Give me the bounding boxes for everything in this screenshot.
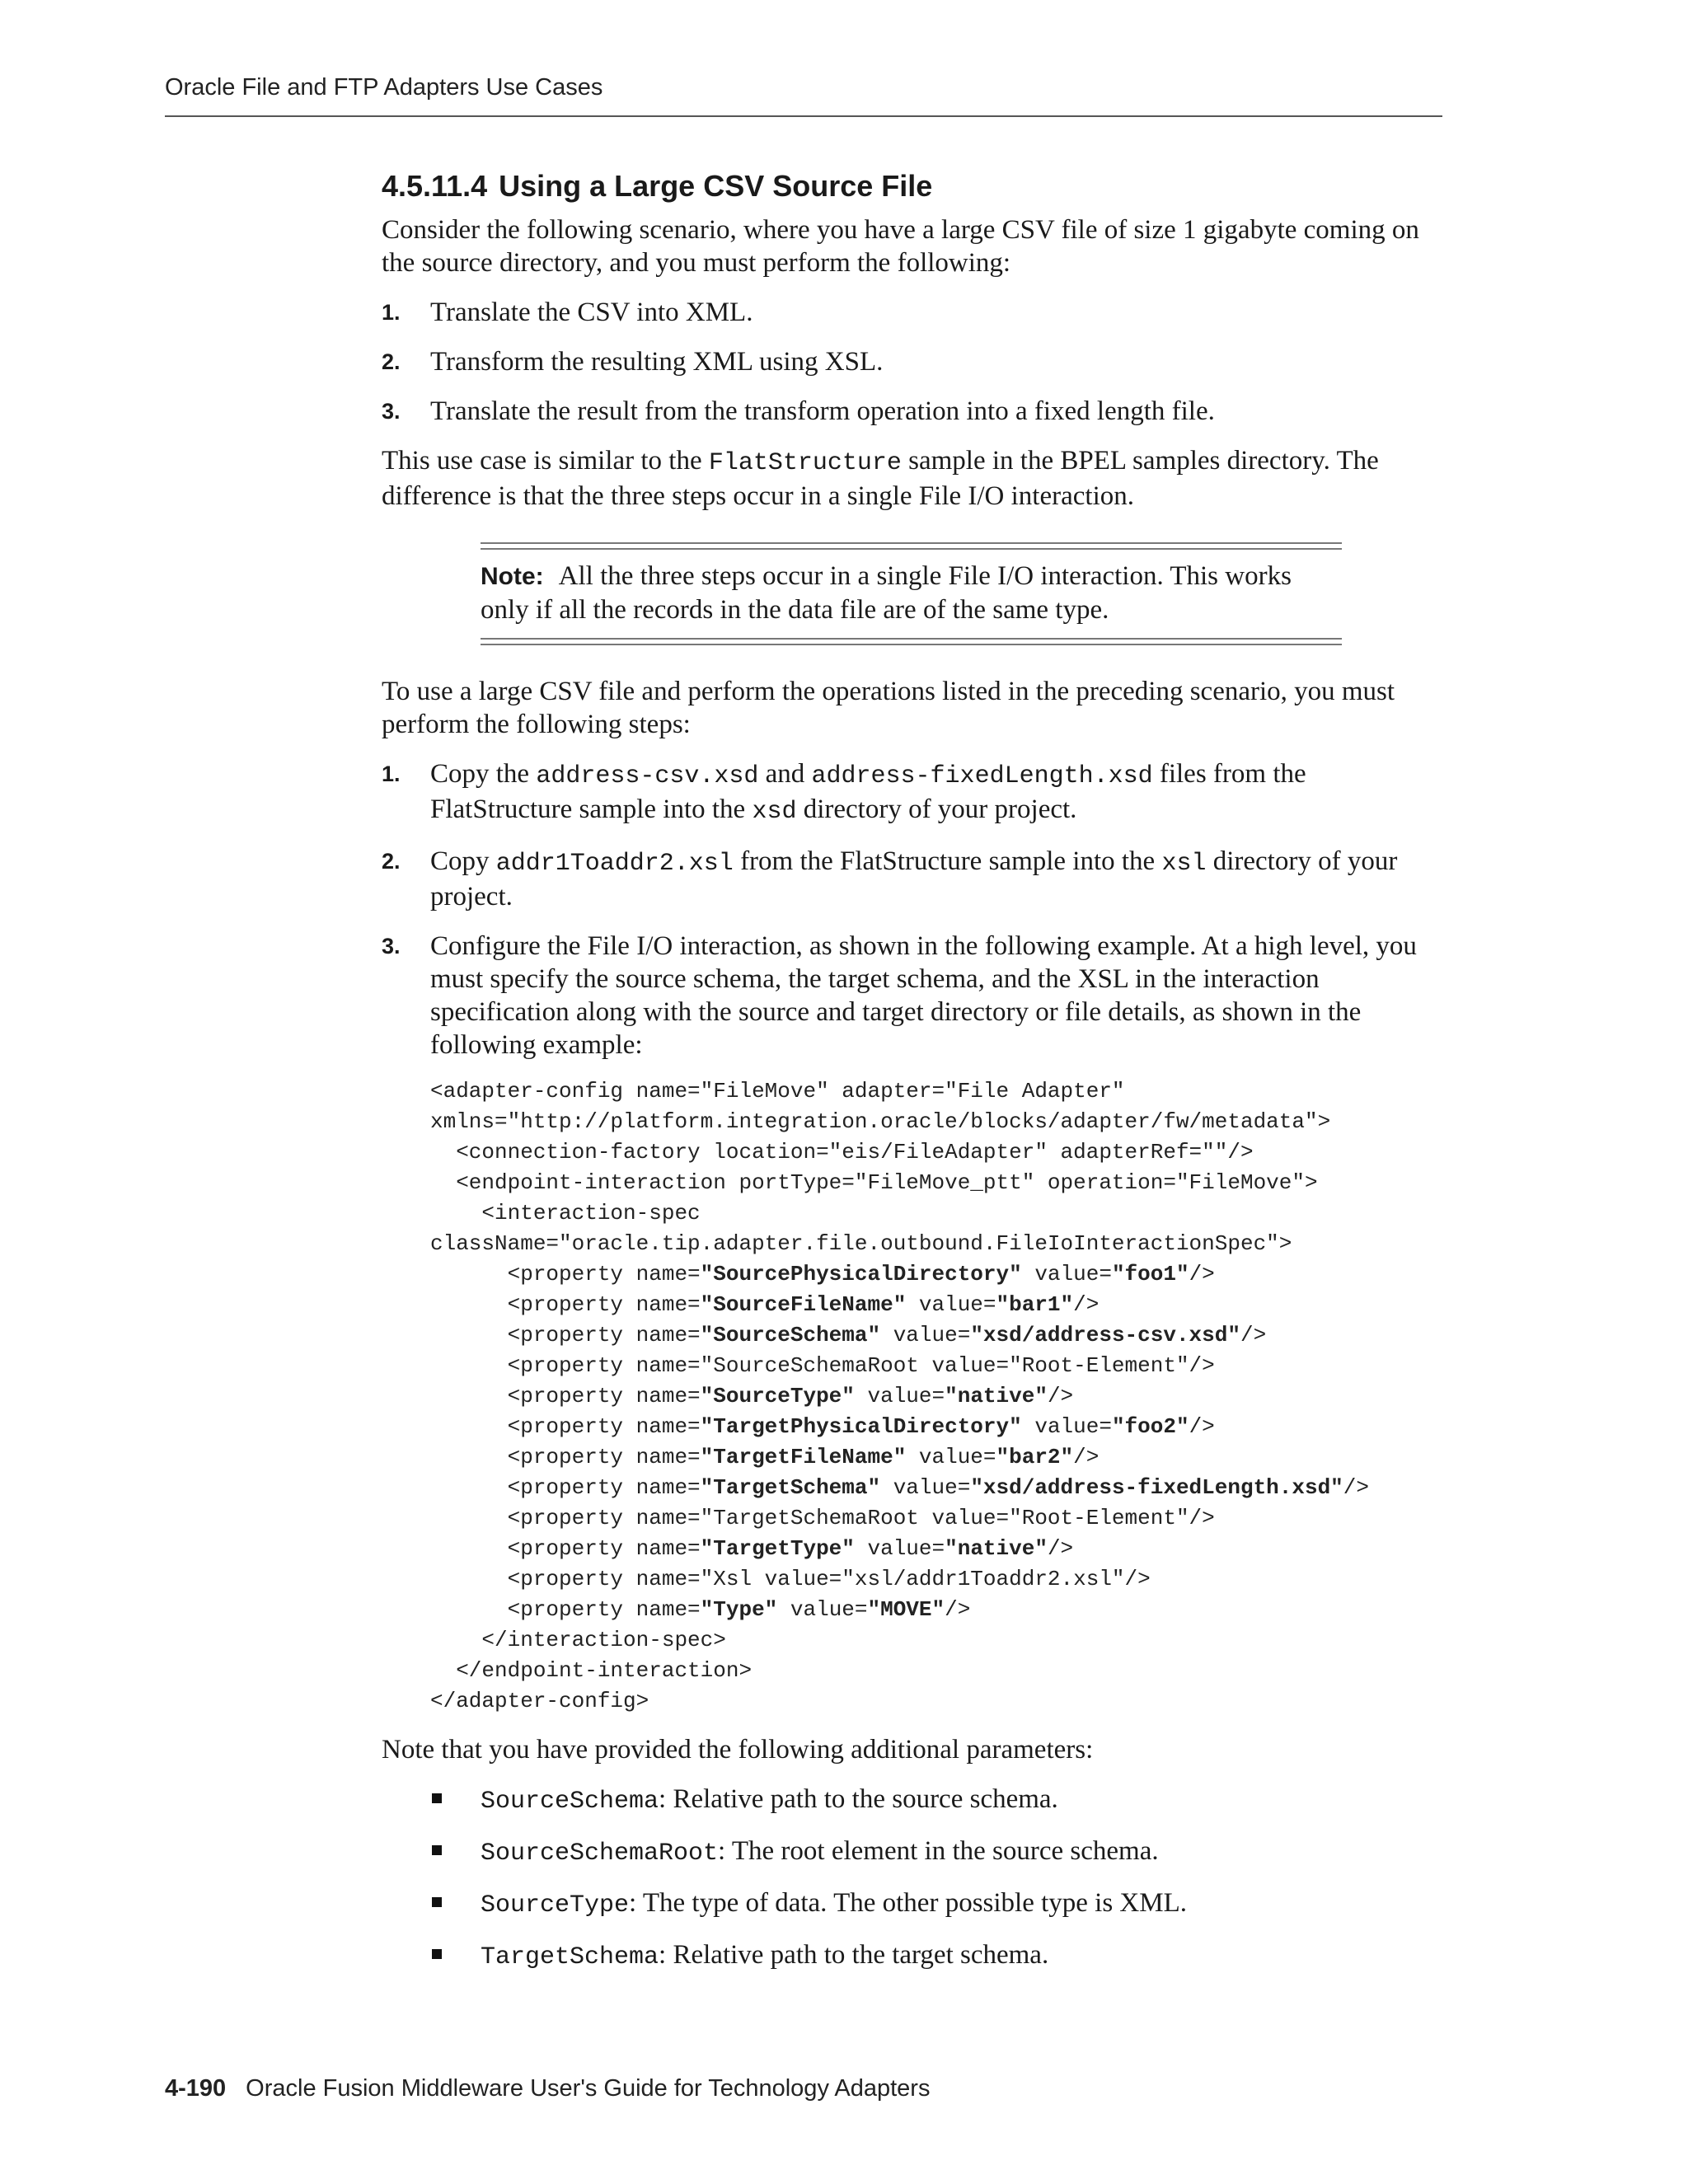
- header-rule: [165, 115, 1442, 117]
- params-intro: Note that you have provided the following additional parameters:: [382, 1735, 1094, 1765]
- params-list: [382, 1783, 1445, 1974]
- code-example: [430, 1076, 1445, 1717]
- inline-code: FlatStructure: [708, 449, 902, 477]
- property-value: "native": [945, 1384, 1048, 1408]
- code-token: value=: [906, 1292, 996, 1317]
- code-token: value=: [854, 1536, 945, 1561]
- code-token: value=: [880, 1323, 971, 1347]
- code-line: <property name="TargetSchemaRoot value="Root-Element"/>: [430, 1506, 1215, 1530]
- bullet-icon: [432, 1949, 442, 1959]
- code-token: value=: [777, 1597, 868, 1622]
- code-token: value=: [854, 1384, 945, 1408]
- code-line: [430, 1536, 1073, 1561]
- code-line: [430, 1475, 1369, 1500]
- code-token: />: [945, 1597, 971, 1622]
- section-title: Using a Large CSV Source File: [499, 169, 933, 203]
- bullet-icon: [432, 1845, 442, 1855]
- code-line: <adapter-config name="FileMove" adapter="File Adapter": [430, 1079, 1125, 1104]
- list-item-text: Configure the File I/O interaction, as shown in the following example. At a high level, you must specify the source schema, the target schema, and the XSL in the interaction specification along with the source and target directory or file details, as shown in the following example:: [430, 931, 1417, 1060]
- list-item: [382, 757, 1445, 828]
- property-value: "MOVE": [867, 1597, 945, 1622]
- list-marker: 2.: [382, 349, 401, 374]
- code-line: className="oracle.tip.adapter.file.outbound.FileIoInteractionSpec">: [430, 1231, 1292, 1256]
- property-value: "xsd/address-fixedLength.xsd": [970, 1475, 1343, 1500]
- section-number: 4.5.11.4: [382, 169, 488, 203]
- list-item: [382, 930, 1445, 1062]
- property-name: "SourcePhysicalDirectory": [700, 1262, 1022, 1286]
- text-run: : The root element in the source schema.: [718, 1836, 1159, 1866]
- code-token: <property name=: [430, 1384, 701, 1408]
- code-line: </endpoint-interaction>: [430, 1658, 753, 1683]
- similar-paragraph: [382, 444, 1445, 513]
- procedure-list: [382, 757, 1445, 1062]
- page-footer: [165, 2075, 930, 2102]
- property-name: "TargetType": [700, 1536, 855, 1561]
- property-name: "SourceSchema": [700, 1323, 881, 1347]
- running-header: Oracle File and FTP Adapters Use Cases: [165, 74, 603, 101]
- code-line: <property name="Xsl value="xsl/addr1Toaddr2.xsl"/>: [430, 1567, 1151, 1591]
- code-line: [430, 1445, 1099, 1469]
- note-label: Note:: [481, 563, 544, 590]
- code-line: [430, 1323, 1266, 1347]
- code-token: value=: [906, 1445, 996, 1469]
- inline-code: SourceSchema: [481, 1788, 659, 1816]
- property-lines: [430, 1262, 1369, 1622]
- note-body: All the three steps occur in a single File I/O interaction. This works only if all the records in the data file are of the same type.: [481, 561, 1292, 625]
- code-token: value=: [1021, 1414, 1112, 1439]
- inline-code: xsd: [752, 798, 797, 826]
- list-item: [430, 1783, 1445, 1818]
- inline-code: address-csv.xsd: [536, 762, 759, 790]
- list-item: [382, 345, 1445, 378]
- code-line: [430, 1414, 1215, 1439]
- code-token: />: [1047, 1536, 1074, 1561]
- footer-title: Oracle Fusion Middleware User's Guide for Technology Adapters: [246, 2075, 931, 2102]
- note-bottom-rule: [481, 638, 1342, 645]
- list-item: [382, 296, 1445, 329]
- code-line: [430, 1384, 1073, 1408]
- code-token: <property name=: [430, 1475, 701, 1500]
- steps-intro-paragraph: To use a large CSV file and perform the operations listed in the preceding scenario, you must perform the following steps:: [382, 677, 1395, 739]
- code-line: [430, 1262, 1215, 1286]
- text-run: This use case is similar to the: [382, 446, 709, 476]
- code-token: <property name=: [430, 1292, 701, 1317]
- list-marker: 1.: [382, 762, 401, 786]
- text-run: : Relative path to the target schema.: [659, 1940, 1049, 1970]
- list-item: [430, 1835, 1445, 1870]
- code-token: />: [1240, 1323, 1267, 1347]
- list-item: [430, 1938, 1445, 1974]
- code-token: />: [1047, 1384, 1074, 1408]
- page-content: [382, 169, 1445, 1990]
- code-line: </interaction-spec>: [430, 1628, 726, 1652]
- property-value: "bar2": [996, 1445, 1074, 1469]
- code-line: <property name="SourceSchemaRoot value="Root-Element"/>: [430, 1353, 1215, 1378]
- code-token: />: [1343, 1475, 1370, 1500]
- property-value: "foo1": [1111, 1262, 1189, 1286]
- page-number: 4-190: [165, 2075, 227, 2102]
- property-name: "TargetFileName": [700, 1445, 907, 1469]
- property-name: "SourceType": [700, 1384, 855, 1408]
- code-token: <property name=: [430, 1323, 701, 1347]
- list-item: [382, 845, 1445, 913]
- note-text: [481, 550, 1342, 638]
- code-token: <property name=: [430, 1262, 701, 1286]
- list-item-text: Transform the resulting XML using XSL.: [430, 347, 884, 377]
- code-line: </adapter-config>: [430, 1689, 649, 1713]
- list-item-text: Translate the result from the transform operation into a fixed length file.: [430, 396, 1215, 426]
- text-run: files from the FlatStructure sample into the: [430, 759, 1306, 824]
- property-name: "TargetPhysicalDirectory": [700, 1414, 1022, 1439]
- property-value: "xsd/address-csv.xsd": [970, 1323, 1240, 1347]
- code-token: <property name=: [430, 1414, 701, 1439]
- scenario-list: [382, 296, 1445, 428]
- text-run: from the FlatStructure sample into the: [733, 846, 1162, 876]
- code-line: [430, 1597, 970, 1622]
- list-item: [430, 1886, 1445, 1922]
- note-box: [481, 542, 1342, 645]
- inline-code: address-fixedLength.xsd: [811, 762, 1153, 790]
- text-run: directory of your project.: [430, 846, 1398, 912]
- code-token: <property name=: [430, 1597, 701, 1622]
- list-marker: 1.: [382, 300, 401, 325]
- code-line: xmlns="http://platform.integration.oracle/blocks/adapter/fw/metadata">: [430, 1109, 1331, 1134]
- text-run: and: [758, 759, 812, 789]
- inline-code: SourceType: [481, 1891, 630, 1919]
- code-token: value=: [880, 1475, 971, 1500]
- inline-code: TargetSchema: [481, 1943, 659, 1971]
- inline-code: SourceSchemaRoot: [481, 1840, 719, 1868]
- code-token: />: [1073, 1292, 1100, 1317]
- list-marker: 2.: [382, 849, 401, 874]
- note-top-rule: [481, 542, 1342, 550]
- section-heading: [382, 169, 1445, 204]
- list-marker: 3.: [382, 934, 401, 958]
- bullet-icon: [432, 1897, 442, 1907]
- list-item: [382, 395, 1445, 428]
- code-token: <property name=: [430, 1445, 701, 1469]
- property-value: "foo2": [1111, 1414, 1189, 1439]
- code-token: />: [1189, 1414, 1215, 1439]
- list-marker: 3.: [382, 399, 401, 424]
- intro-paragraph: Consider the following scenario, where you have a large CSV file of size 1 gigabyte coming on the source directory, and you must perform the following:: [382, 215, 1419, 278]
- code-line: <connection-factory location="eis/FileAdapter" adapterRef=""/>: [430, 1140, 1254, 1165]
- code-line: [430, 1292, 1099, 1317]
- code-token: />: [1189, 1262, 1215, 1286]
- property-value: "bar1": [996, 1292, 1074, 1317]
- text-run: sample in the BPEL samples directory. The difference is that the three steps occur in a single File I/O interaction.: [382, 446, 1379, 511]
- inline-code: addr1Toaddr2.xsl: [495, 850, 734, 878]
- property-name: "Type": [700, 1597, 778, 1622]
- code-token: <property name=: [430, 1536, 701, 1561]
- text-run: : Relative path to the source schema.: [659, 1784, 1058, 1814]
- text-run: Copy the: [430, 759, 537, 789]
- inline-code: xsl: [1161, 850, 1207, 878]
- text-run: : The type of data. The other possible type is XML.: [629, 1888, 1188, 1918]
- text-run: directory of your project.: [796, 794, 1077, 824]
- code-line: <interaction-spec: [430, 1201, 701, 1226]
- text-run: Copy: [430, 846, 496, 876]
- list-item-text: Translate the CSV into XML.: [430, 298, 753, 327]
- code-token: />: [1073, 1445, 1100, 1469]
- code-line: <endpoint-interaction portType="FileMove_ptt" operation="FileMove">: [430, 1170, 1318, 1195]
- property-value: "native": [945, 1536, 1048, 1561]
- bullet-icon: [432, 1793, 442, 1803]
- property-name: "SourceFileName": [700, 1292, 907, 1317]
- property-name: "TargetSchema": [700, 1475, 881, 1500]
- code-token: value=: [1021, 1262, 1112, 1286]
